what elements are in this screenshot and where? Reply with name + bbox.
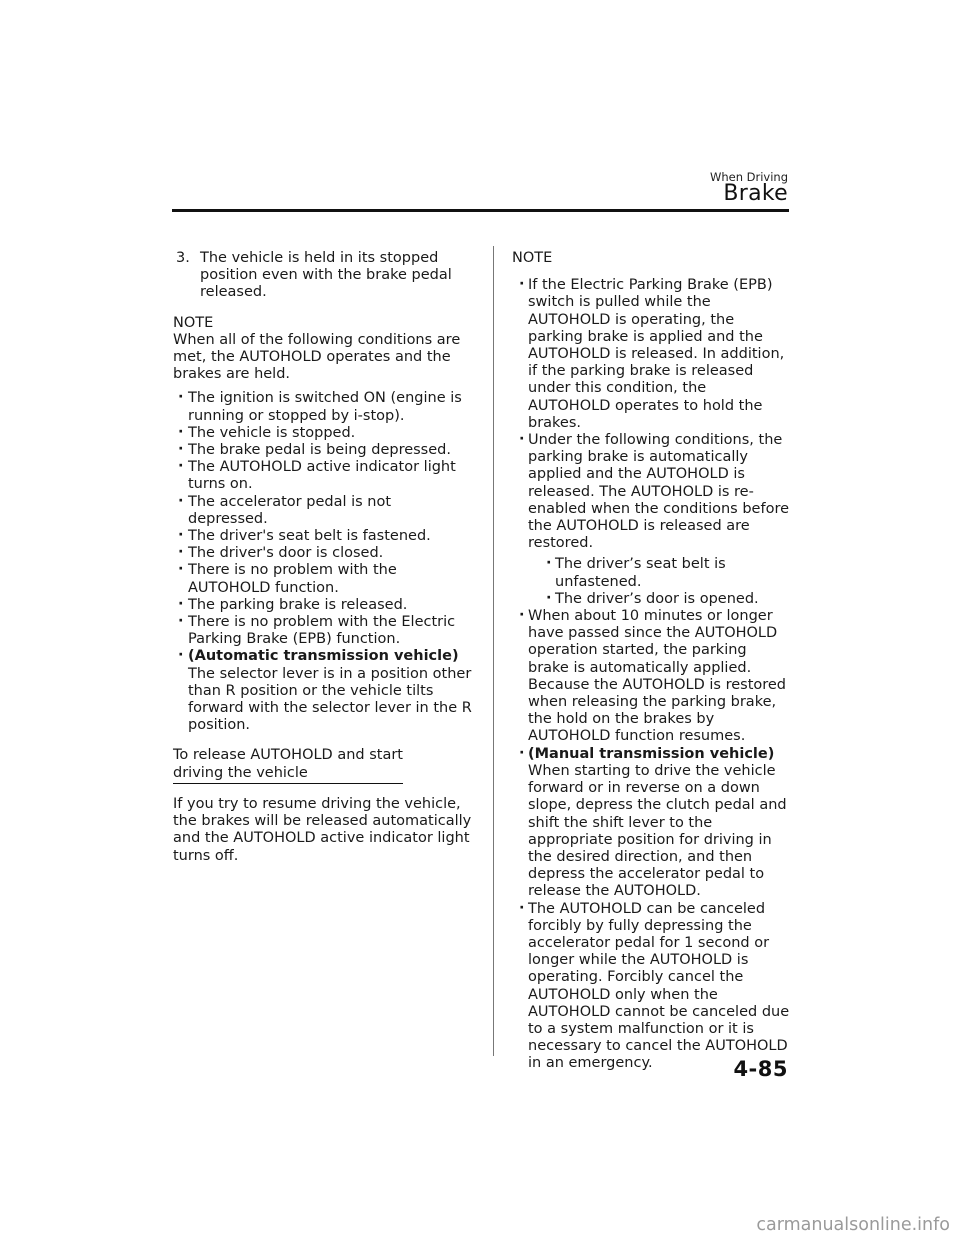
list-item: · The accelerator pedal is not depressed. — [173, 494, 475, 528]
note-intro: When all of the following conditions are met, the AUTOHOLD operates and the brakes are held. — [173, 331, 461, 383]
release-heading — [173, 747, 403, 783]
list-item: · The AUTOHOLD active indicator light turns on. — [173, 459, 475, 493]
list-item: · The driver's seat belt is fastened. — [173, 528, 475, 545]
column-divider — [493, 246, 494, 1056]
automatic-transmission-text: The selector lever is in a position other than R position or the vehicle tilts forward with the selector lever in the R position. — [188, 665, 472, 734]
automatic-transmission-label: (Automatic transmission vehicle) — [188, 648, 459, 665]
step-3 — [173, 250, 475, 302]
list-item: · There is no problem with the AUTOHOLD function. — [173, 562, 475, 596]
release-heading-line1: To release AUTOHOLD and start — [173, 747, 403, 764]
release-heading-line2: driving the vehicle — [173, 764, 308, 781]
list-item: · The vehicle is stopped. — [173, 425, 475, 442]
list-item — [512, 746, 792, 901]
watermark: carmanualsonline.info — [756, 1215, 950, 1235]
list-item: · The ignition is switched ON (engine is running or stopped by i-stop). — [173, 390, 475, 424]
list-item — [173, 648, 475, 734]
page-number: 4-85 — [733, 1057, 788, 1081]
sub-list-item: · The driver’s seat belt is unfastened. — [539, 556, 792, 590]
sub-list — [528, 556, 792, 608]
list-item: · The parking brake is released. — [173, 597, 475, 614]
step-text: The vehicle is held in its stopped position even with the brake pedal released. — [200, 250, 452, 301]
manual-transmission-text: When starting to drive the vehicle forward or in reverse on a down slope, depress the clutch pedal and shift the shift lever to the appropriate position for driving in the desired direction, and then depress the accelerator pedal to release the AUTOHOLD. — [528, 762, 787, 900]
list-item-text: Under the following conditions, the parking brake is automatically applied and the AUTOHOLD is released. The AUTOHOLD is re-enabled when the conditions before the AUTOHOLD is released are restored. — [528, 432, 790, 552]
left-column — [173, 250, 475, 865]
list-item — [512, 432, 792, 608]
conditions-list — [173, 390, 475, 734]
section-label: When Driving — [709, 170, 788, 184]
note-label: NOTE — [173, 314, 214, 331]
header-rule — [172, 209, 789, 212]
list-item: · When about 10 minutes or longer have passed since the AUTOHOLD operation started, the parking brake is automatically applied. Because the AUTOHOLD is restored when releasing the parking brake, the hold on the brakes by AUTOHOLD function resumes. — [512, 608, 792, 746]
list-item: · The driver's door is closed. — [173, 545, 475, 562]
page-title: Brake — [723, 181, 788, 206]
right-column — [512, 250, 792, 1073]
release-paragraph: If you try to resume driving the vehicle, the brakes will be released automatically and the AUTOHOLD active indicator light turns off. — [173, 795, 472, 864]
note-label: NOTE — [512, 250, 553, 266]
manual-transmission-label: (Manual transmission vehicle) — [528, 745, 775, 762]
list-item: · If the Electric Parking Brake (EPB) switch is pulled while the AUTOHOLD is operating, the parking brake is applied and the AUTOHOLD is released. In addition, if the parking brake is released under this condition, the AUTOHOLD operates to hold the brakes. — [512, 277, 792, 432]
list-item: · There is no problem with the Electric Parking Brake (EPB) function. — [173, 614, 475, 648]
step-number: 3. — [176, 250, 190, 266]
list-item: · The AUTOHOLD can be canceled forcibly by fully depressing the accelerator pedal for 1 second or longer while the AUTOHOLD is operating. Forcibly cancel the AUTOHOLD only when the AUTOHOLD cannot be canceled due to a system malfunction or it is necessary to cancel the AUTOHOLD in an emergency. — [512, 901, 792, 1073]
list-item: · The brake pedal is being depressed. — [173, 442, 475, 459]
sub-list-item: · The driver’s door is opened. — [539, 591, 792, 608]
note-list — [512, 277, 792, 1072]
